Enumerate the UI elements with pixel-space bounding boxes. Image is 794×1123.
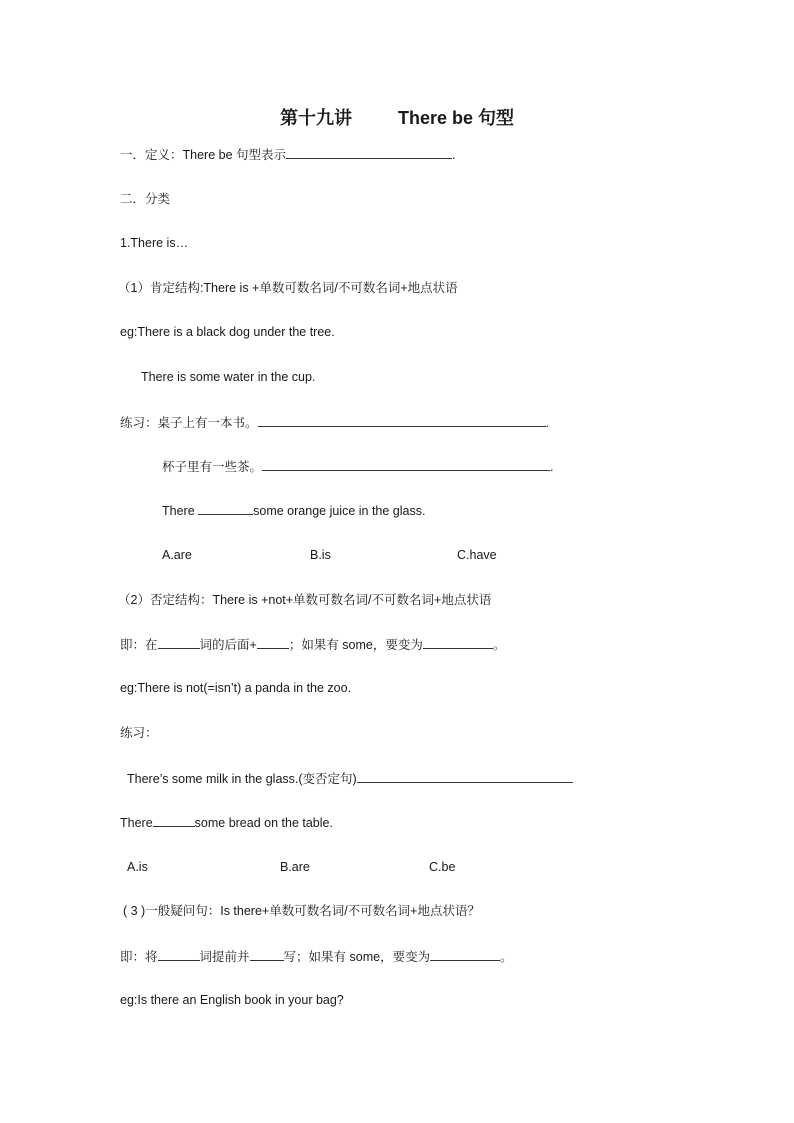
example-line: eg:There is not(=isn’t) a panda in the zoo. xyxy=(120,681,352,695)
page-title xyxy=(0,106,794,130)
subsection-heading: 1.There is… xyxy=(120,236,189,250)
example-line: eg:Is there an English book in your bag? xyxy=(120,993,344,1007)
exercise-line: 杯子里有一些茶。 . xyxy=(162,460,554,474)
section-heading: 二．分类 xyxy=(120,192,171,206)
choice-options xyxy=(162,547,497,563)
lecture-topic: There be 句型 xyxy=(397,108,515,128)
option-c[interactable]: C.have xyxy=(457,548,497,562)
option-a[interactable]: A.is xyxy=(127,860,148,874)
answer-blank[interactable] xyxy=(257,636,289,649)
answer-blank[interactable] xyxy=(423,636,493,649)
exercise-heading: 练习： xyxy=(120,726,158,740)
answer-blank[interactable] xyxy=(153,814,195,827)
exercise-line: There some orange juice in the glass. xyxy=(162,504,426,518)
answer-blank[interactable] xyxy=(158,636,200,649)
exercise-line: There’s some milk in the glass.(变否定句) xyxy=(127,770,573,787)
option-b[interactable]: B.are xyxy=(280,860,310,874)
answer-blank[interactable] xyxy=(286,146,452,159)
rule-line: 即：在 词的后面+ ；如果有 some，要变为 。 xyxy=(120,638,506,652)
choice-options xyxy=(127,859,455,875)
answer-blank[interactable] xyxy=(158,948,200,961)
lecture-number: 第十九讲 xyxy=(279,108,352,128)
example-line: eg:There is a black dog under the tree. xyxy=(120,325,335,339)
definition-line: 一．定义：There be 句型表示 . xyxy=(120,148,456,162)
answer-blank[interactable] xyxy=(430,948,500,961)
example-line: There is some water in the cup. xyxy=(141,370,316,384)
option-c[interactable]: C.be xyxy=(429,860,456,874)
answer-blank[interactable] xyxy=(357,770,573,783)
affirmative-structure: （1）肯定结构:There is +单数可数名词/不可数名词+地点状语 xyxy=(118,281,458,295)
question-structure: ( 3 )一般疑问句：Is there+单数可数名词/不可数名词+地点状语？ xyxy=(123,904,480,918)
answer-blank[interactable] xyxy=(262,458,550,471)
option-b[interactable]: B.is xyxy=(310,548,331,562)
answer-blank[interactable] xyxy=(198,502,253,515)
exercise-line: 练习：桌子上有一本书。 . xyxy=(120,416,549,430)
option-a[interactable]: A.are xyxy=(162,548,192,562)
exercise-line: There some bread on the table. xyxy=(120,816,333,830)
answer-blank[interactable] xyxy=(250,948,284,961)
rule-line: 即：将 词提前并 写；如果有 some，要变为 。 xyxy=(120,950,513,964)
negative-structure: （2）否定结构：There is +not+单数可数名词/不可数名词+地点状语 xyxy=(118,593,492,607)
answer-blank[interactable] xyxy=(258,414,546,427)
